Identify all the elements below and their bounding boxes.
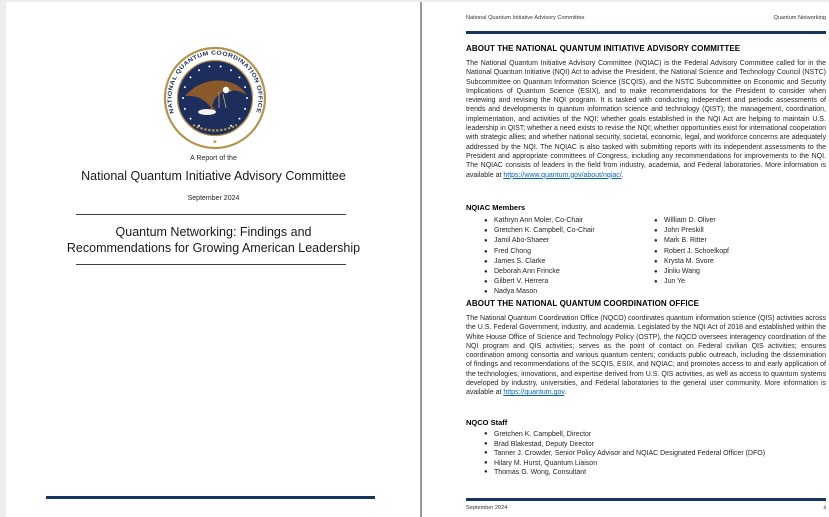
staff-item: [484, 430, 814, 440]
paragraph-text: The National Quantum Coordination Office (NQCO) coordinates quantum information science (QIS) activities across the U.S. Federal Government, industry, and academia. Legislated by the NQI Act of 2018 and established within the White House Office of Science and Technology Policy (OSTP), the NQCO oversees interagency coordination of the NQI program and QIS activities; serves as the point of contact on Federal civilian QIS activities; ensures coordination among consortia and various quantum centers; conducts public outreach, including the dissemination of findings and recommendations of the SCQIS, ESIX, and NQIAC; and promotes access to and early application of the technologies, innovations, and expertise derived from U.S. QIS activities, as well as access to quantum systems developed by industry, universities, and Federal laboratories to the general user community. More information is available at: [466, 315, 826, 397]
running-header: [466, 15, 826, 21]
member-item: [484, 267, 654, 277]
staff-name: Brad Blakestad, Deputy Director: [494, 440, 594, 448]
staff-name: Thomas G. Wong, Consultant: [494, 469, 587, 477]
staff-list: [484, 430, 814, 478]
seal-bottom-star-icon: ★: [212, 139, 218, 146]
about-nqiac-paragraph: [466, 59, 826, 180]
staff-item: [484, 449, 814, 459]
bullet-icon: ●: [484, 469, 488, 476]
bullet-icon: ●: [484, 228, 488, 235]
member-name: Gilbert V. Herrera: [494, 278, 549, 286]
bullet-icon: ●: [484, 459, 488, 466]
section-heading-nqco: ABOUT THE NATIONAL QUANTUM COORDINATION OFFICE: [466, 299, 700, 308]
bullet-icon: ●: [654, 248, 658, 255]
member-item: [654, 216, 814, 226]
member-item: [654, 236, 814, 246]
member-item: [654, 277, 814, 287]
header-left-text: National Quantum Initiative Advisory Committee: [466, 15, 585, 21]
bullet-icon: ●: [654, 279, 658, 286]
running-footer: [466, 505, 826, 511]
staff-item: [484, 459, 814, 469]
members-column-left: [484, 216, 654, 298]
bullet-icon: ●: [654, 218, 658, 224]
footer-page-number: ii: [823, 505, 826, 511]
member-name: Kathryn Ann Moler, Co-Chair: [494, 217, 584, 224]
paragraph-period: .: [621, 171, 624, 179]
footer-rule: [466, 498, 826, 501]
cover-subtitle-line2: Recommendations for Growing American Leadership: [66, 240, 361, 255]
member-name: Jinliu Wang: [664, 268, 700, 276]
member-name: Deborah Ann Frincke: [494, 268, 560, 276]
bullet-icon: ●: [654, 228, 658, 235]
member-item: [484, 226, 654, 236]
member-item: [484, 216, 654, 226]
member-name: Krysta M. Svore: [664, 257, 714, 265]
member-item: [484, 236, 654, 246]
member-name: John Preskill: [664, 227, 704, 235]
bullet-icon: ●: [484, 238, 488, 245]
member-item: [484, 257, 654, 267]
about-nqco-paragraph: [466, 314, 826, 398]
cover-page: [6, 2, 421, 517]
member-name: Jamil Abo-Shaeer: [494, 237, 550, 245]
bullet-icon: ●: [484, 258, 488, 265]
bullet-icon: ●: [484, 431, 488, 437]
bullet-icon: ●: [484, 218, 488, 224]
member-name: Mark B. Ritter: [664, 237, 707, 245]
header-rule: [466, 31, 826, 34]
member-name: Nadya Mason: [494, 288, 538, 296]
cover-rule-bottom: [76, 264, 346, 265]
member-item: [484, 277, 654, 287]
member-name: Fred Chong: [494, 247, 531, 255]
cover-date: September 2024: [187, 195, 240, 202]
staff-name: Tanner J. Crowder, Senior Policy Advisor and NQIAC Designated Federal Officer (DFO): [494, 450, 766, 458]
member-name: James S. Clarke: [494, 257, 546, 265]
member-item: [484, 287, 654, 297]
nqco-link[interactable]: https://quantum.gov: [503, 389, 565, 397]
member-name: Gretchen K. Campbell, Co-Chair: [494, 227, 595, 235]
section-heading-nqiac: ABOUT THE NATIONAL QUANTUM INITIATIVE ADVISORY COMMITTEE: [466, 44, 741, 53]
header-right-text: Quantum Networking: [773, 15, 826, 21]
staff-heading: NQCO Staff: [466, 418, 508, 427]
bullet-icon: ●: [484, 440, 488, 447]
member-name: Jun Ye: [664, 278, 686, 286]
member-item: [654, 267, 814, 277]
seal-ring-text: NATIONAL QUANTUM COORDINATION OFFICE: [167, 50, 263, 115]
staff-item: [484, 440, 814, 450]
member-name: William D. Oliver: [664, 217, 716, 224]
paragraph-period: .: [564, 389, 567, 397]
bullet-icon: ●: [484, 279, 488, 286]
bullet-icon: ●: [484, 269, 488, 276]
cover-title: National Quantum Initiative Advisory Committee: [81, 169, 346, 183]
staff-name: Gretchen K. Campbell, Director: [494, 431, 592, 438]
paragraph-text: The National Quantum Initiative Advisory Committee (NQIAC) is the Federal Advisory Committee called for in the National Quantum Initiative (NQI) Act to advise the President, the National Science and Technology Council (NSTC) Subcommittee on Quantum Information Science (SCQIS), and the NSTC Subcommittee on Economic and Security Implications of Quantum Science (ESIX), and to make recommendations for the President to consider when reviewing and revising the NQI program. It is tasked with conducting independent and periodic assessments of trends and developments in quantum information science and technology (QIST); the management, coordination, implementation, and activities of the NQI; whether goals established in the NQI Act are helping to maintain U.S. leadership in QIST; whether a need exists to revise the NQI; whether opportunities exist for international cooperation with strategic allies; and whether national security, societal, economic, legal, and workforce concerns are adequately addressed by the NQI. The NQIAC is also tasked with submitting reports with its independent assessments to the President and appropriate committees of Congress, including any recommendations for improvements to the NQI. The NQIAC consists of leaders in the field from industry, academia, and Federal laboratories. More information is available at: [466, 60, 826, 179]
member-item: [654, 257, 814, 267]
bullet-icon: ●: [484, 289, 488, 296]
bullet-icon: ●: [654, 238, 658, 245]
bullet-icon: ●: [654, 269, 658, 276]
cover-subtitle-line1: Quantum Networking: Findings and: [115, 225, 312, 239]
member-item: [654, 226, 814, 236]
bullet-icon: ●: [654, 258, 658, 265]
member-name: Robert J. Schoelkopf: [664, 247, 729, 255]
footer-date: September 2024: [466, 505, 508, 511]
cover-rule-top: [76, 214, 346, 215]
content-page: [422, 2, 829, 517]
members-heading: NQIAC Members: [466, 203, 526, 212]
bullet-icon: ●: [484, 450, 488, 457]
members-column-right: [654, 216, 814, 287]
nqiac-link[interactable]: https://www.quantum.gov/about/nqiac/: [503, 171, 622, 179]
member-item: [484, 247, 654, 257]
member-item: [654, 247, 814, 257]
cover-subtitle: [6, 225, 421, 256]
cover-report-of: A Report of the: [190, 155, 237, 162]
cover-footer-rule: [46, 496, 375, 499]
staff-name: Hilary M. Hurst, Quantum Liaison: [494, 459, 598, 467]
staff-item: [484, 468, 814, 478]
nqco-seal-icon: [163, 46, 267, 150]
bullet-icon: ●: [484, 248, 488, 255]
